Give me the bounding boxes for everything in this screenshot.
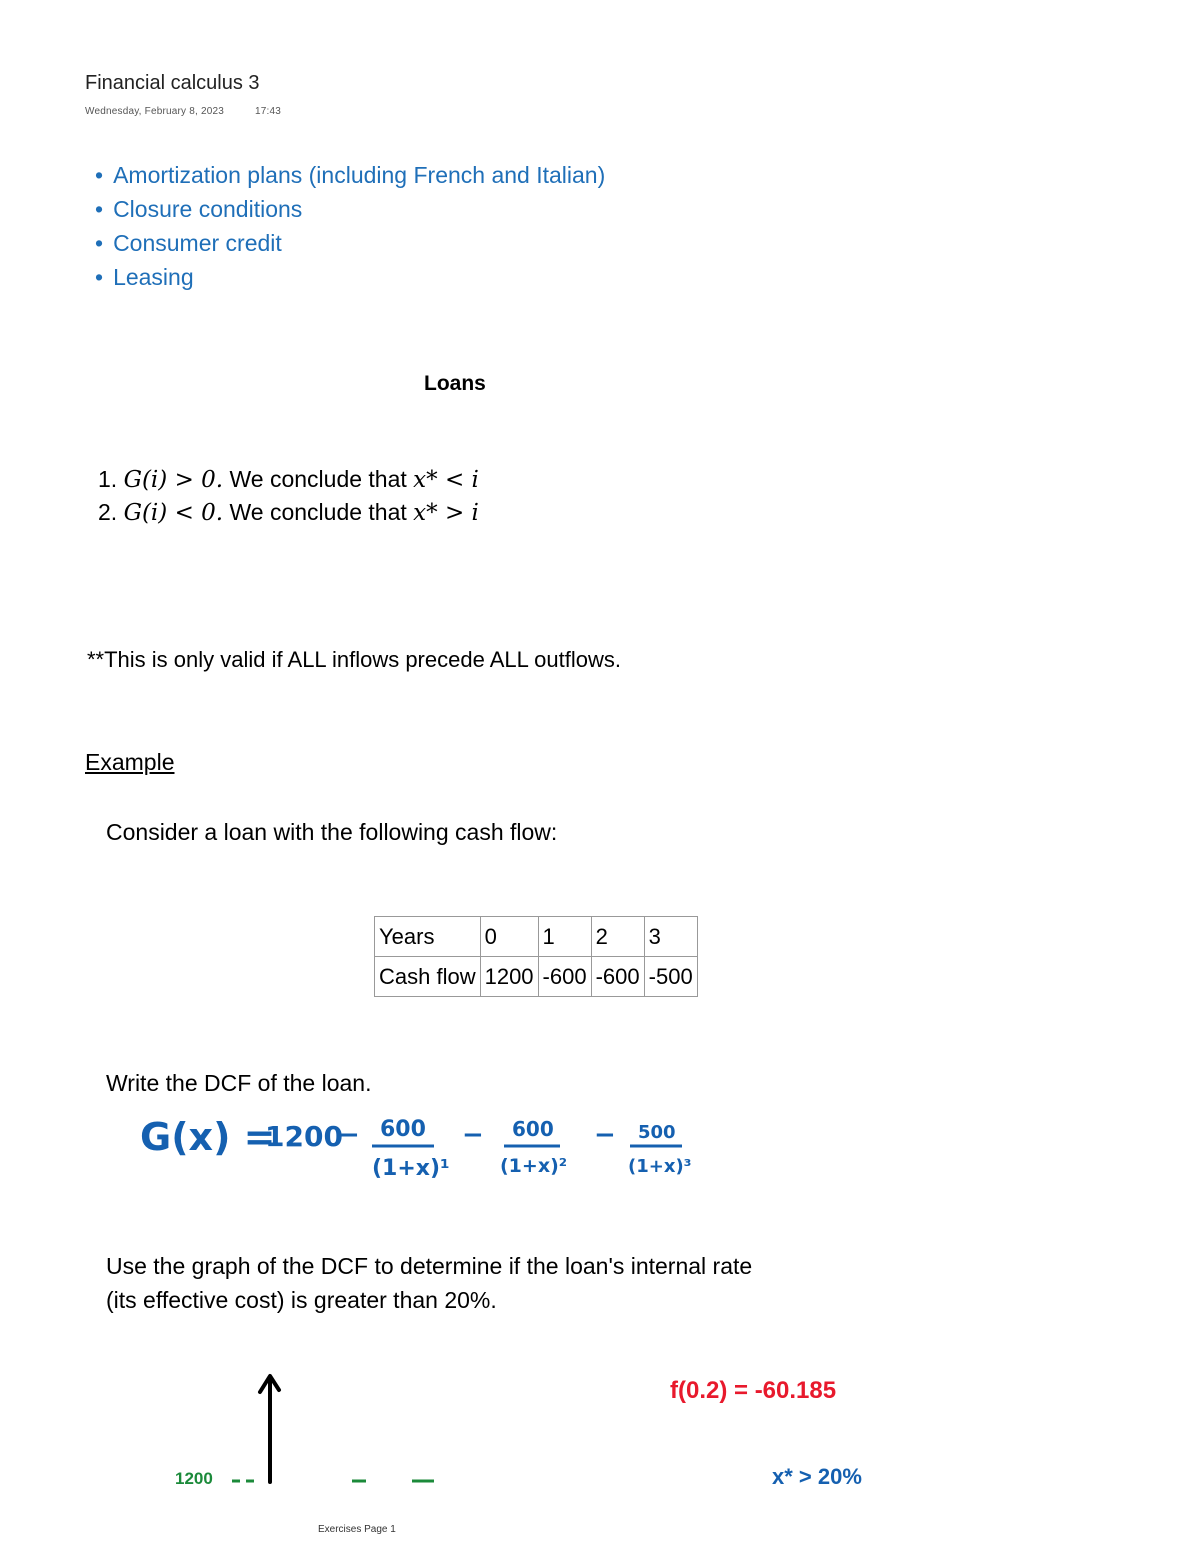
- page-footer: Exercises Page 1: [318, 1524, 396, 1535]
- table-cell: Cash flow: [375, 957, 481, 997]
- table-cell: 2: [591, 917, 644, 957]
- example-heading: Example: [85, 749, 175, 775]
- minus-sign: −: [338, 1120, 360, 1150]
- minus-sign: −: [462, 1120, 484, 1150]
- page-time: 17:43: [254, 106, 282, 117]
- formula-denominator: (1+x)²: [500, 1155, 568, 1177]
- topic-item: • Amortization plans (including French and Italian): [95, 158, 605, 192]
- task-graph-line-1: Use the graph of the DCF to determine if the loan's internal rate: [106, 1253, 753, 1279]
- table-cell: 1: [538, 917, 591, 957]
- blue-note: x* > 20%: [772, 1464, 862, 1489]
- topic-item: • Closure conditions: [95, 192, 605, 226]
- condition-lhs: G(i) > 0.: [123, 467, 224, 493]
- formula-lhs: G(x) =: [140, 1115, 276, 1159]
- task-graph-line-2: (its effective cost) is greater than 20%.: [106, 1287, 497, 1313]
- handwritten-formula: [140, 1115, 692, 1181]
- table-cell: -600: [591, 957, 644, 997]
- formula-first-term: 1200: [265, 1120, 343, 1153]
- page-title: Financial calculus 3: [85, 72, 260, 94]
- example-intro: Consider a loan with the following cash flow:: [106, 819, 558, 845]
- condition-text: We conclude that: [229, 466, 407, 492]
- graph-sketch: [175, 1376, 434, 1488]
- formula-numerator: 600: [380, 1117, 426, 1142]
- formula-numerator: 500: [638, 1122, 676, 1143]
- condition-number: 2.: [98, 499, 118, 525]
- minus-sign: −: [594, 1120, 616, 1150]
- table-cell: -500: [644, 957, 697, 997]
- condition-lhs: G(i) < 0.: [123, 500, 224, 526]
- condition-rhs: x* > i: [413, 500, 479, 526]
- green-axis-label: 1200: [175, 1469, 213, 1488]
- table-cell: 0: [480, 917, 538, 957]
- condition-number: 1.: [98, 466, 118, 492]
- page-date: Wednesday, February 8, 2023: [85, 106, 224, 117]
- condition-text: We conclude that: [229, 499, 407, 525]
- validity-note: **This is only valid if ALL inflows precede ALL outflows.: [87, 647, 621, 672]
- condition-rhs: x* < i: [413, 467, 479, 493]
- formula-numerator: 600: [512, 1117, 554, 1141]
- section-heading: Loans: [424, 372, 486, 395]
- topic-item: • Leasing: [95, 260, 605, 294]
- topic-item: • Consumer credit: [95, 226, 605, 260]
- formula-denominator: (1+x)³: [628, 1156, 692, 1177]
- table-cell: -600: [538, 957, 591, 997]
- red-note: f(0.2) = -60.185: [670, 1377, 837, 1404]
- task-dcf: Write the DCF of the loan.: [106, 1070, 372, 1096]
- table-cell: 3: [644, 917, 697, 957]
- table-cell: 1200: [480, 957, 538, 997]
- table-cell: Years: [375, 917, 481, 957]
- formula-denominator: (1+x)¹: [372, 1156, 450, 1181]
